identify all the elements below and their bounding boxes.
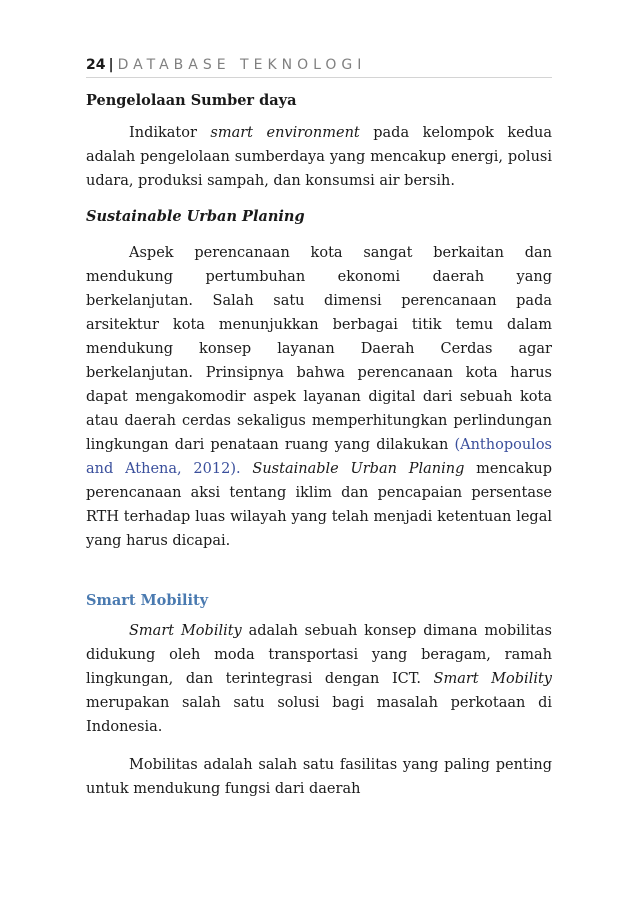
section-heading-pengelolaan: Pengelolaan Sumber daya — [86, 92, 297, 109]
paragraph-mobilitas: Mobilitas adalah salah satu fasilitas yang paling penting untuk mendukung fungsi dari daerah — [86, 757, 552, 797]
paragraph-sustainable: Aspek perencanaan kota sangat berkaitan dan mendukung pertumbuhan ekonomi daerah yang berkelanjutan. Salah satu dimensi perencanaan pada arsitektur kota menunjukkan berbagai titik temu dalam mendukung konsep layanan Daerah Cerdas agar berkelanjutan. Prinsipnya bahwa perencanaan kota harus dapat mengakomodir aspek layanan digital dari sebuah kota atau daerah cerdas sekaligus memperhitungkan perlindungan lingkungan dari penataan ruang yang dilakukan (Anthopoulos and Athena, 2012). Sustainable Urban Planing mencakup perencanaan aksi tentang iklim dan pencapaian persentase RTH terhadap luas wilayah yang telah menjadi ketentuan legal yang harus dicapai. — [86, 245, 553, 549]
paragraph-smart-mobility: Smart Mobility adalah sebuah konsep dimana mobilitas didukung oleh moda transportasi yang beragam, ramah lingkungan, dan terintegrasi dengan ICT. Smart Mobility merupakan salah satu solusi bagi masalah perkotaan di Indonesia. — [86, 623, 552, 735]
paragraph-pengelolaan: Indikator smart environment pada kelompok kedua adalah pengelolaan sumberdaya yang mencakup energi, polusi udara, produksi sampah, dan konsumsi air bersih. — [86, 125, 552, 189]
page-header — [86, 56, 552, 74]
section-heading-smart-mobility: Smart Mobility — [86, 592, 209, 609]
citation-link[interactable]: (Anthopoulos and Athena, 2012). — [86, 437, 552, 477]
page-content — [86, 89, 552, 801]
running-title: DATABASE TEKNOLOGI — [117, 57, 367, 73]
header-rule — [86, 77, 552, 78]
page-number: 24 — [86, 57, 106, 73]
header-separator: | — [108, 57, 114, 73]
section-heading-sustainable: Sustainable Urban Planing — [86, 208, 305, 225]
